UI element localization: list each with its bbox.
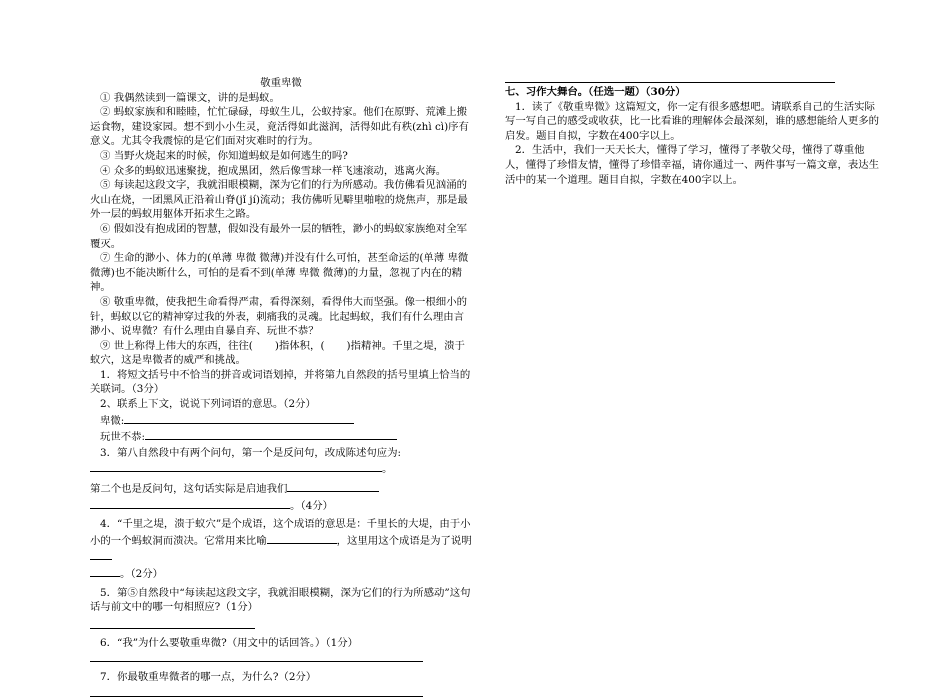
answer-line[interactable] xyxy=(505,73,835,83)
answer-line[interactable] xyxy=(124,412,354,424)
para9-part: )指体积，( xyxy=(274,339,325,352)
article-paragraph: ⑥ 假如没有抱成团的智慧，假如没有最外一层的牺牲，渺小的蚂蚁家族绝对全军覆灭。 xyxy=(90,222,467,250)
article-paragraph: ② 蚂蚁家族和和睦睦，忙忙碌碌，母蚁生儿，公蚁持家。他们在原野、荒滩上搬运食物，建设家园。想不到小小生灵，竟活得如此滋润，活得如此有秩(zhì cì)序有意义。尤其令我震惊的是它们面对灾难时的行为。 xyxy=(90,106,469,148)
article-paragraph: ⑤ 每读起这段文字，我就泪眼模糊，深为它们的行为所感动。我仿佛看见汹涌的火山在烧，一团黑风正沿着山脊(jǐ jí)流动；我仿佛听见噼里啪啦的烧焦声，那是最外一层的蚂蚁用躯体开拓求生之路。 xyxy=(90,179,468,221)
question-6: 6．“我”为什么要敬重卑微?（用文中的话回答。）（1分） xyxy=(100,636,358,649)
composition-column xyxy=(505,73,880,187)
answer-line[interactable] xyxy=(90,497,290,509)
composition-option-1: 1．读了《敬重卑微》这篇短文，你一定有很多感想吧。请联系自己的生活实际写一写自己的感受或收获，比一比看谁的理解体会最深刻，谁的感想能给人更多的启发。题目自拟，字数在400字以上。 xyxy=(505,100,880,142)
question-text: 3．第八自然段中有两个问句，第一个是反问句，改成陈述句应为: xyxy=(100,446,402,459)
answer-line[interactable] xyxy=(90,460,382,472)
answer-line[interactable] xyxy=(90,652,423,662)
article-paragraph: ③ 当野火烧起来的时候，你知道蚂蚁是如何逃生的吗? xyxy=(100,149,348,162)
question-3 xyxy=(90,446,472,461)
answer-line[interactable] xyxy=(287,480,379,492)
answer-line[interactable] xyxy=(90,548,112,560)
question-1: 1．将短文括号中不恰当的拼音或词语划掉，并将第九自然段的括号里填上恰当的关联词。（3分） xyxy=(90,368,471,396)
answer-line[interactable] xyxy=(90,687,423,697)
reading-column xyxy=(90,76,472,697)
question-3-part-2 xyxy=(90,480,472,497)
punctuation: 。 xyxy=(382,463,393,476)
composition-option-2: 2．生活中，我们一天天长大，懂得了学习，懂得了孝敬父母，懂得了尊重他人，懂得了珍惜友情，懂得了珍惜幸福，请你通过一、两件事写一篇文章，表达生活中的某一个道理。题目自拟，字数在400字以上。 xyxy=(505,144,880,186)
article-paragraph: ⑦ 生命的渺小、体力的(单薄 卑微 微薄)并没有什么可怕，甚至命运的(单薄 卑微 微薄)也不能决断什么，可怕的是看不到(单薄 卑微 微薄)的力量，忽视了内在的精神。 xyxy=(90,252,469,294)
term-label: 卑微: xyxy=(100,414,125,427)
answer-line[interactable] xyxy=(145,428,397,440)
question-3-answer xyxy=(90,460,472,477)
question-2-item xyxy=(90,412,472,429)
article-paragraph: ④ 众多的蚂蚁迅速聚拢，抱成黑团，然后像雪球一样飞速滚动，逃离火海。 xyxy=(100,164,447,177)
question-text: 4．“千里之堤，溃于蚁穴”是个成语，这个成语的意思是：千里长的大堤，由于小小的一个蚂蚁洞而溃决。它常用来比喻 xyxy=(90,518,471,547)
question-7: 7．你最敬重卑微者的哪一点，为什么?（2分） xyxy=(100,671,317,684)
question-3-part-2-answer xyxy=(90,497,472,514)
article-paragraph-9 xyxy=(90,339,472,368)
article-paragraph: ① 我偶然读到一篇课文，讲的是蚂蚁。 xyxy=(100,91,280,104)
answer-line[interactable] xyxy=(90,565,120,577)
question-text: 第二个也是反问句，这句话实际是启迪我们 xyxy=(90,483,288,496)
para9-part: ⑨ 世上称得上伟大的东西，往往( xyxy=(100,339,253,352)
question-4-answer xyxy=(90,565,472,582)
question-4 xyxy=(90,517,472,565)
answer-line[interactable] xyxy=(90,619,255,629)
question-2: 2、联系上下文，说说下列词语的意思。（2分） xyxy=(100,398,316,411)
score-text: 。（2分） xyxy=(120,568,163,580)
article-paragraph: ⑧ 敬重卑微，使我把生命看得严肃，看得深刻，看得伟大而坚强。像一根细小的针，蚂蚁以它的精神穿过我的外表，刺痛我的灵魂。比起蚂蚁，我们有什么理由言渺小、说卑微？有什么理由自暴自弃、玩世不恭？ xyxy=(90,295,467,338)
answer-line[interactable] xyxy=(267,532,337,544)
score-text: 。（4分） xyxy=(290,499,333,512)
section-heading: 七、习作大舞台。（任选一题）（30分） xyxy=(505,86,686,98)
term-label: 玩世不恭: xyxy=(100,431,146,444)
question-5: 5．第⑤自然段中“每读起这段文字，我就泪眼模糊，深为它们的行为所感动”这句话与前文中的哪一句相照应?（1分） xyxy=(90,586,471,614)
question-2-item xyxy=(90,428,472,445)
article-title: 敬重卑微 xyxy=(260,77,302,89)
question-text: ，这里用这个成语是为了说明 xyxy=(336,534,472,547)
para9-part: )指精神。千里之堤，溃于蚁穴，这是卑微者的威严和挑战。 xyxy=(90,339,465,367)
